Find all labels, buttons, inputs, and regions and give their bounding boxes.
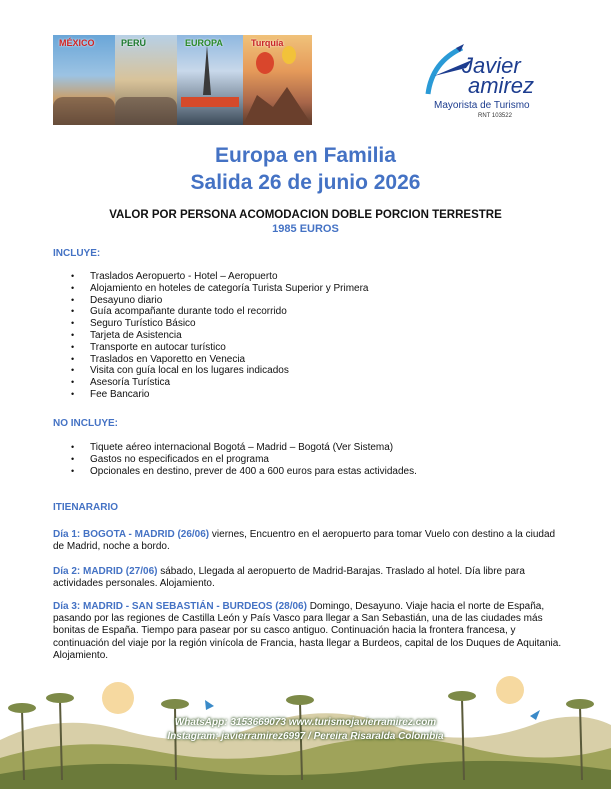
list-item: • Transporte en autocar turístico (53, 342, 368, 354)
contact-instagram-location: Instagram: javierramirez6997 / Pereira Risaralda Colombia (167, 731, 444, 742)
list-item: • Visita con guía local en los lugares indicados (53, 365, 368, 377)
logo-name-2: amirez (468, 73, 535, 98)
incluye-list (53, 271, 368, 401)
day-text: viernes, Encuentro en el aeropuerto para tomar Vuelo con destino a la ciudad de Madrid, noche a bordo. (53, 529, 556, 553)
day-label: Día 2: MADRID (27/06) (53, 566, 158, 577)
list-item: • Opcionales en destino, prever de 400 a 600 euros para estas actividades. (53, 466, 417, 478)
peru-photo (115, 35, 177, 125)
logo-name: Javier (462, 53, 521, 78)
price-header: VALOR POR PERSONA ACOMODACION DOBLE PORCION TERRESTRE (109, 209, 502, 221)
day-label: Día 1: BOGOTA - MADRID (26/06) (53, 529, 210, 540)
itinerary-day-3 (53, 601, 563, 662)
banner-label-mexico: MÉXICO (59, 38, 95, 48)
banner-label-europa: EUROPA (185, 38, 223, 48)
europa-photo (177, 35, 243, 125)
itinerary-day-2 (53, 566, 563, 590)
no-incluye-list (53, 442, 417, 477)
list-item: • Tarjeta de Asistencia (53, 330, 368, 342)
list-item: • Gastos no especificados en el programa (53, 454, 417, 466)
list-item: • Asesoría Turística (53, 377, 368, 389)
day-label: Día 3: MADRID - SAN SEBASTIÁN - BURDEOS (28/06) (53, 601, 307, 612)
incluye-heading: INCLUYE: (53, 248, 101, 259)
list-item: • Fee Bancario (53, 389, 368, 401)
itinerario-heading: ITIENARARIO (53, 502, 118, 513)
logo-subtitle: Mayorista de Turismo (434, 100, 530, 111)
contact-whatsapp-web: WhatsApp: 3153669073 www.turismojavierramirez.com (174, 717, 437, 728)
list-item: • Tiquete aéreo internacional Bogotá – Madrid – Bogotá (Ver Sistema) (53, 442, 417, 454)
list-item: • Seguro Turístico Básico (53, 318, 368, 330)
day-text: sábado, Llegada al aeropuerto de Madrid-Barajas. Traslado al hotel. Día libre para actividades personales. Alojamiento. (53, 566, 525, 590)
itinerary-day-1 (53, 529, 563, 553)
list-item: • Desayuno diario (53, 295, 368, 307)
company-logo (420, 42, 550, 124)
destinations-banner (53, 35, 312, 125)
list-item: • Guía acompañante durante todo el recorrido (53, 306, 368, 318)
logo-rnt: RNT 103522 (478, 113, 512, 119)
mexico-photo (53, 35, 115, 125)
list-item: • Traslados Aeropuerto - Hotel – Aeropuerto (53, 271, 368, 283)
day-text: Domingo, Desayuno. Viaje hacia el norte de España, pasando por las regiones de Castilla León y País Vasco para llegar a San Sebastián, una de las ciudades más bonitas de España. Tiempo para pasear por su casco antiguo. Continuación hacia la frontera francesa, y continuación del viaje por la región vinícola de Francia, hasta llegar a Burdeos, capital de los Duques de Aquitania. Alojamiento. (53, 601, 562, 661)
banner-label-turquia: Turquía (251, 38, 284, 48)
price-amount: 1985 EUROS (272, 223, 339, 235)
landscape-footer-illustration (0, 670, 611, 789)
no-incluye-heading: NO INCLUYE: (53, 418, 118, 429)
list-item: • Traslados en Vaporetto en Venecia (53, 354, 368, 366)
banner-label-peru: PERÚ (121, 38, 147, 48)
page-subtitle: Salida 26 de junio 2026 (190, 171, 421, 194)
list-item: • Alojamiento en hoteles de categoría Turista Superior y Primera (53, 283, 368, 295)
turquia-photo (243, 35, 312, 125)
page-title: Europa en Familia (215, 144, 396, 167)
